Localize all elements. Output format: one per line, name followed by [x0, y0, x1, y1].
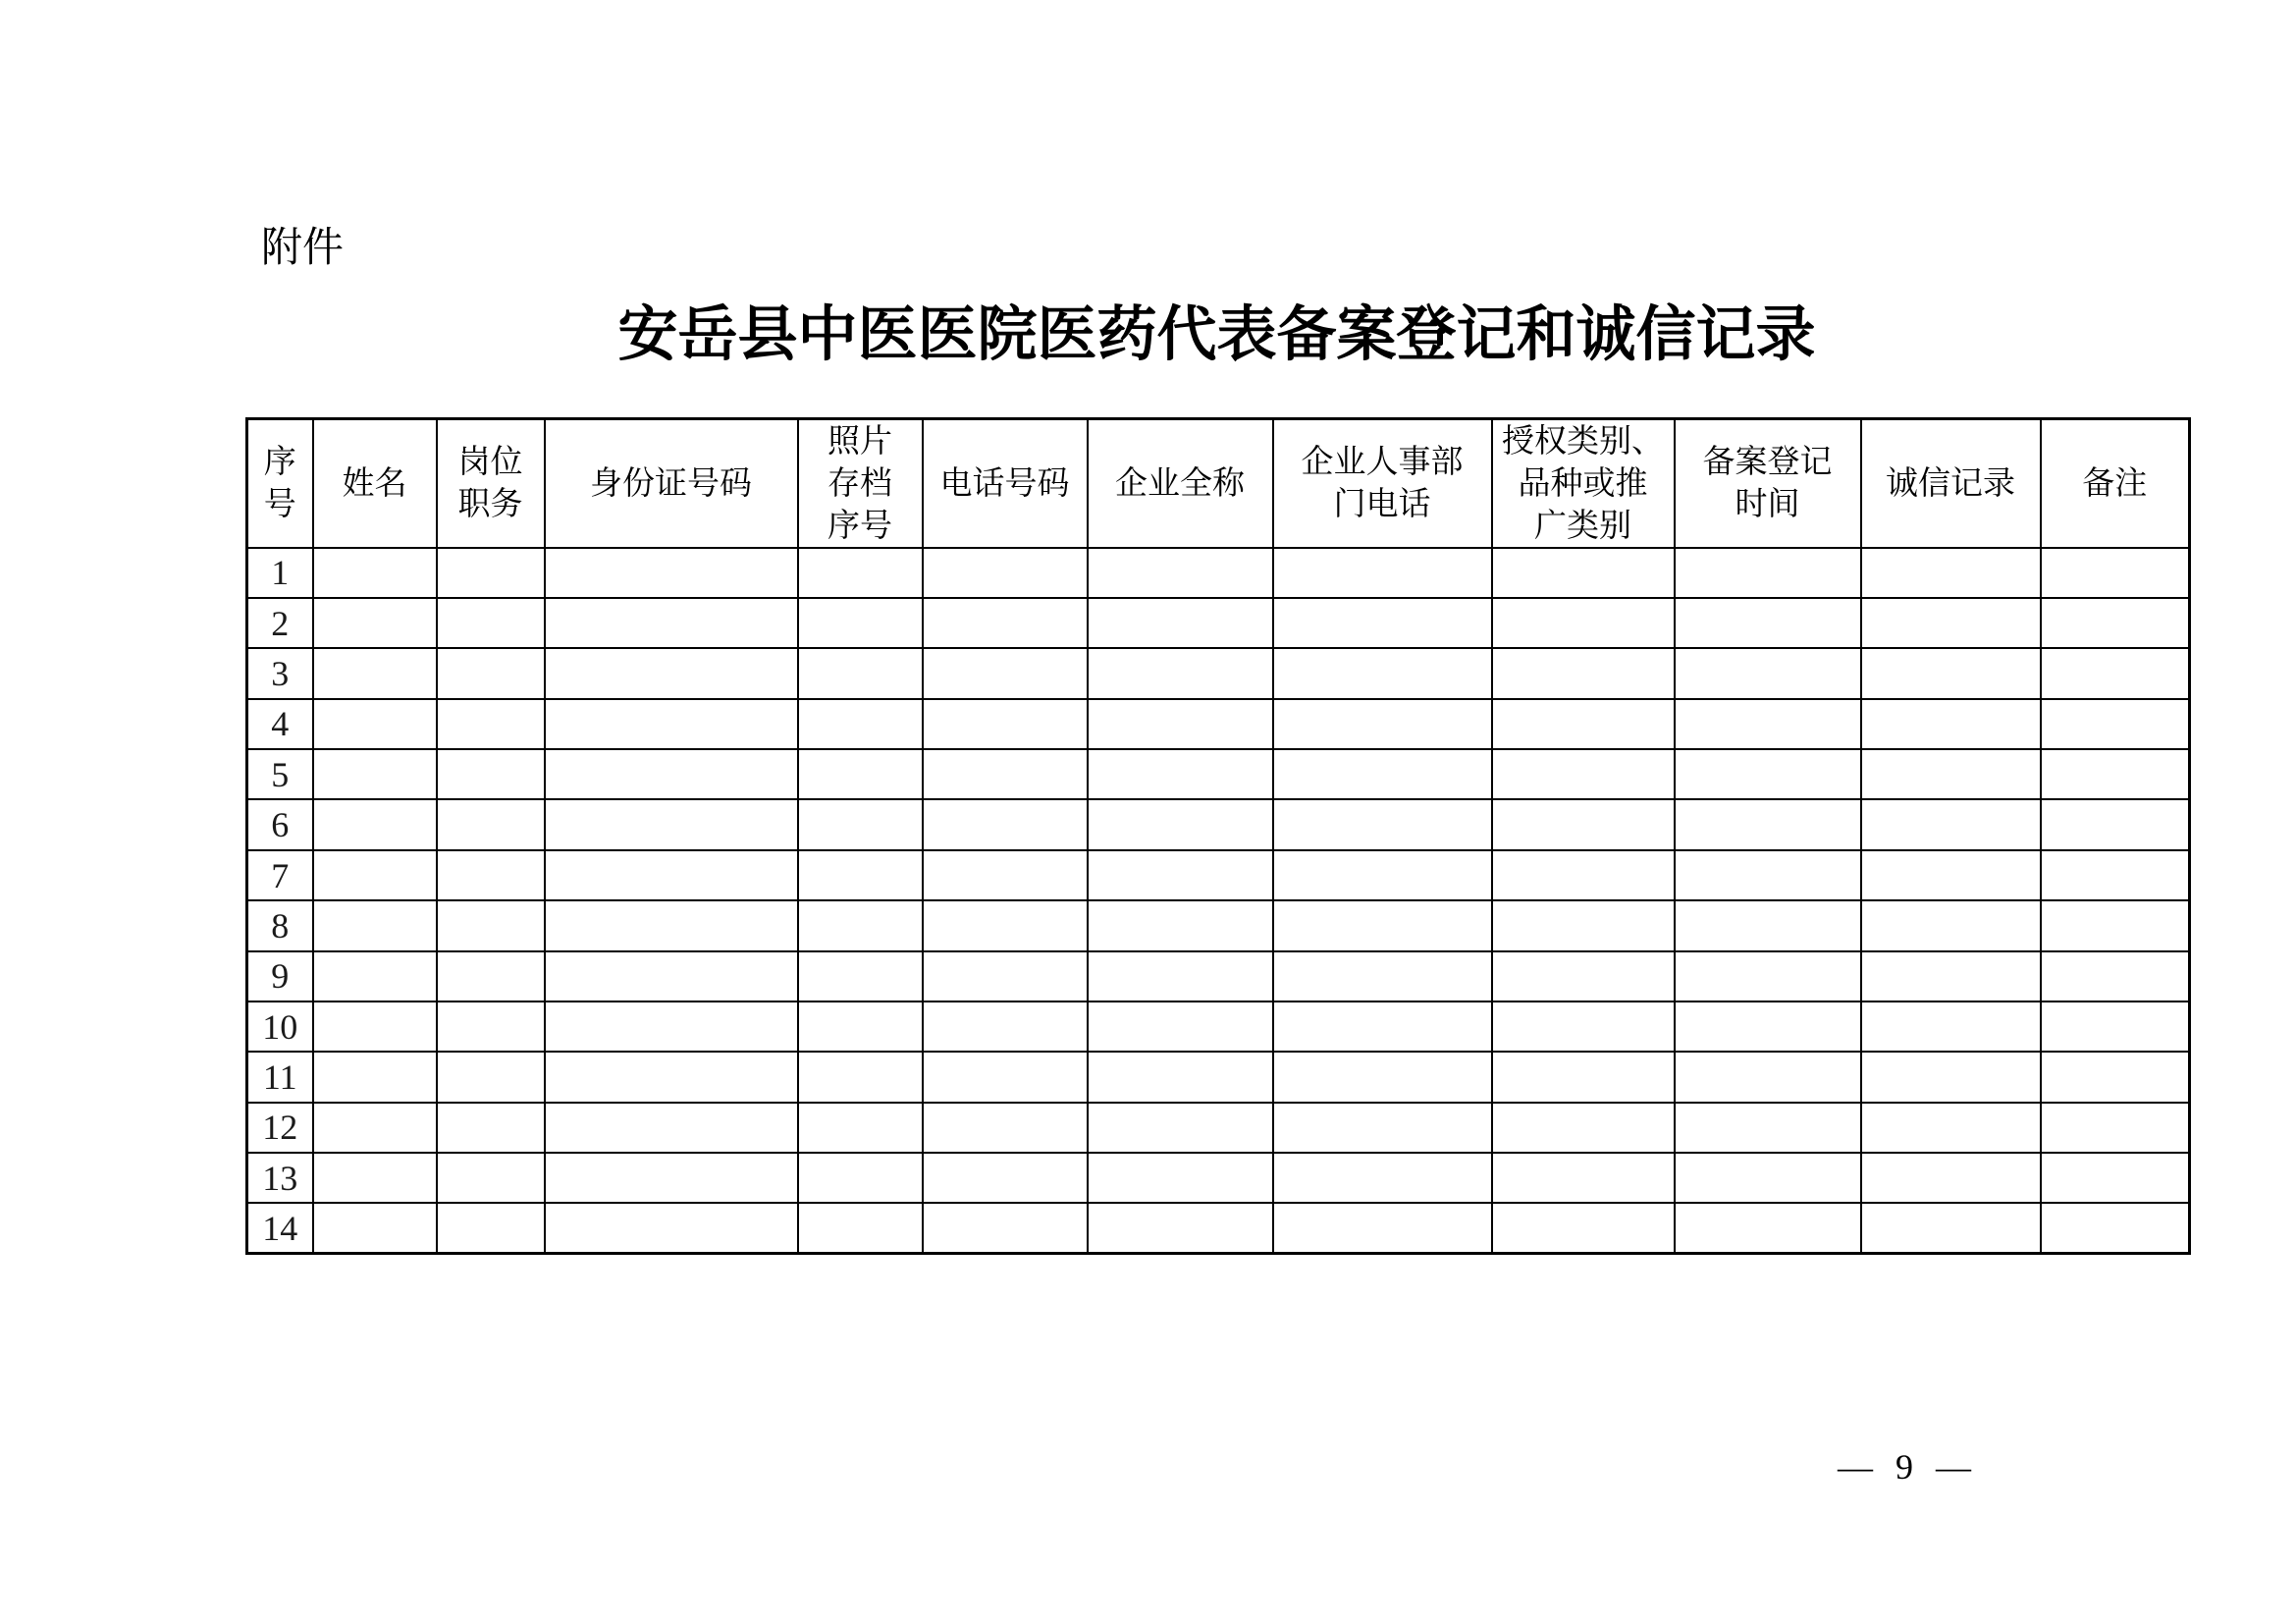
document-title: 安岳县中医医院医药代表备案登记和诚信记录 [617, 302, 1816, 368]
table-row [247, 699, 2190, 749]
empty-cell [798, 699, 923, 749]
empty-cell [923, 850, 1088, 900]
empty-cell [923, 548, 1088, 598]
row-number: 8 [247, 900, 313, 950]
row-number: 6 [247, 799, 313, 849]
table-row [247, 1001, 2190, 1052]
empty-cell [1861, 548, 2041, 598]
empty-cell [545, 1153, 798, 1203]
table-row [247, 749, 2190, 799]
row-number: 5 [247, 749, 313, 799]
empty-cell [1861, 1001, 2041, 1052]
empty-cell [923, 648, 1088, 698]
empty-cell [923, 1052, 1088, 1102]
empty-cell [1088, 1103, 1273, 1153]
empty-cell [437, 850, 545, 900]
empty-cell [1088, 1001, 1273, 1052]
empty-cell [313, 1153, 437, 1203]
empty-cell [1861, 648, 2041, 698]
empty-cell [2041, 749, 2190, 799]
empty-cell [923, 1001, 1088, 1052]
empty-cell [1492, 648, 1675, 698]
empty-cell [1675, 1103, 1861, 1153]
empty-cell [313, 548, 437, 598]
col-header-position: 岗位 职务 [437, 419, 545, 548]
empty-cell [798, 749, 923, 799]
empty-cell [545, 900, 798, 950]
table-row [247, 648, 2190, 698]
empty-cell [1273, 1001, 1492, 1052]
row-number: 3 [247, 648, 313, 698]
empty-cell [437, 548, 545, 598]
empty-cell [1088, 598, 1273, 648]
attachment-label: 附件 [261, 224, 345, 270]
col-header-company-full-name: 企业全称 [1088, 419, 1273, 548]
row-number: 10 [247, 1001, 313, 1052]
table-row [247, 1153, 2190, 1203]
empty-cell [1675, 900, 1861, 950]
empty-cell [1675, 1203, 1861, 1253]
empty-cell [437, 699, 545, 749]
col-header-photo-archive-number: 照片 存档 序号 [798, 419, 923, 548]
empty-cell [923, 699, 1088, 749]
empty-cell [545, 951, 798, 1001]
row-number: 2 [247, 598, 313, 648]
col-header-phone-number: 电话号码 [923, 419, 1088, 548]
empty-cell [923, 1203, 1088, 1253]
col-header-registration-time: 备案登记 时间 [1675, 419, 1861, 548]
empty-cell [923, 1103, 1088, 1153]
empty-cell [1675, 548, 1861, 598]
empty-cell [437, 648, 545, 698]
table-row [247, 900, 2190, 950]
empty-cell [437, 1001, 545, 1052]
table-row [247, 799, 2190, 849]
table-row [247, 1103, 2190, 1153]
empty-cell [1088, 1203, 1273, 1253]
empty-cell [1273, 749, 1492, 799]
table-header-row [247, 419, 2190, 548]
empty-cell [437, 1103, 545, 1153]
empty-cell [437, 900, 545, 950]
empty-cell [1273, 799, 1492, 849]
col-header-remarks: 备注 [2041, 419, 2190, 548]
empty-cell [1675, 1052, 1861, 1102]
empty-cell [545, 1052, 798, 1102]
empty-cell [313, 648, 437, 698]
empty-cell [2041, 598, 2190, 648]
empty-cell [437, 749, 545, 799]
empty-cell [545, 598, 798, 648]
empty-cell [313, 699, 437, 749]
empty-cell [923, 598, 1088, 648]
empty-cell [1273, 1203, 1492, 1253]
empty-cell [798, 850, 923, 900]
empty-cell [1861, 1153, 2041, 1203]
empty-cell [1675, 699, 1861, 749]
empty-cell [313, 1103, 437, 1153]
empty-cell [2041, 1203, 2190, 1253]
empty-cell [1492, 799, 1675, 849]
empty-cell [1088, 648, 1273, 698]
empty-cell [1861, 951, 2041, 1001]
col-header-company-hr-phone: 企业人事部 门电话 [1273, 419, 1492, 548]
empty-cell [1492, 951, 1675, 1001]
empty-cell [798, 799, 923, 849]
empty-cell [798, 1001, 923, 1052]
empty-cell [1861, 1103, 2041, 1153]
empty-cell [1861, 598, 2041, 648]
empty-cell [1675, 850, 1861, 900]
table-row [247, 598, 2190, 648]
table-row [247, 1203, 2190, 1253]
empty-cell [545, 1203, 798, 1253]
empty-cell [1273, 648, 1492, 698]
empty-cell [1273, 1103, 1492, 1153]
empty-cell [313, 900, 437, 950]
empty-cell [923, 900, 1088, 950]
table-row [247, 951, 2190, 1001]
empty-cell [437, 1203, 545, 1253]
empty-cell [1492, 1001, 1675, 1052]
empty-cell [437, 1052, 545, 1102]
col-header-integrity-record: 诚信记录 [1861, 419, 2041, 548]
row-number: 4 [247, 699, 313, 749]
empty-cell [798, 648, 923, 698]
empty-cell [2041, 648, 2190, 698]
empty-cell [1492, 900, 1675, 950]
page-number: — 9 — [1838, 1447, 1971, 1487]
empty-cell [313, 1203, 437, 1253]
empty-cell [1861, 699, 2041, 749]
empty-cell [2041, 900, 2190, 950]
empty-cell [1675, 1153, 1861, 1203]
empty-cell [798, 1153, 923, 1203]
empty-cell [1273, 699, 1492, 749]
col-header-id-number: 身份证号码 [545, 419, 798, 548]
empty-cell [2041, 1001, 2190, 1052]
empty-cell [545, 1103, 798, 1153]
row-number: 14 [247, 1203, 313, 1253]
col-header-name: 姓名 [313, 419, 437, 548]
empty-cell [313, 598, 437, 648]
table-row [247, 1052, 2190, 1102]
empty-cell [1492, 548, 1675, 598]
empty-cell [2041, 1052, 2190, 1102]
col-header-authorization-category: 授权类别、 品种或推 广类别 [1492, 419, 1675, 548]
empty-cell [1273, 951, 1492, 1001]
col-header-serial-number: 序 号 [247, 419, 313, 548]
empty-cell [923, 1153, 1088, 1203]
empty-cell [1088, 1052, 1273, 1102]
empty-cell [798, 548, 923, 598]
empty-cell [923, 799, 1088, 849]
empty-cell [1273, 548, 1492, 598]
empty-cell [2041, 548, 2190, 598]
empty-cell [1861, 1203, 2041, 1253]
empty-cell [545, 1001, 798, 1052]
empty-cell [313, 1052, 437, 1102]
empty-cell [1861, 799, 2041, 849]
empty-cell [437, 1153, 545, 1203]
empty-cell [1273, 1153, 1492, 1203]
empty-cell [545, 799, 798, 849]
empty-cell [923, 749, 1088, 799]
empty-cell [798, 1052, 923, 1102]
empty-cell [1492, 598, 1675, 648]
empty-cell [545, 850, 798, 900]
empty-cell [1273, 900, 1492, 950]
empty-cell [545, 699, 798, 749]
empty-cell [2041, 850, 2190, 900]
empty-cell [1675, 598, 1861, 648]
empty-cell [2041, 1103, 2190, 1153]
table-row [247, 850, 2190, 900]
table-row [247, 548, 2190, 598]
row-number: 13 [247, 1153, 313, 1203]
empty-cell [798, 900, 923, 950]
empty-cell [2041, 699, 2190, 749]
empty-cell [1492, 850, 1675, 900]
empty-cell [1492, 699, 1675, 749]
row-number: 12 [247, 1103, 313, 1153]
empty-cell [545, 548, 798, 598]
empty-cell [1861, 850, 2041, 900]
empty-cell [1273, 598, 1492, 648]
empty-cell [437, 951, 545, 1001]
empty-cell [1675, 951, 1861, 1001]
empty-cell [545, 749, 798, 799]
empty-cell [1088, 749, 1273, 799]
empty-cell [1088, 548, 1273, 598]
empty-cell [1492, 749, 1675, 799]
empty-cell [2041, 799, 2190, 849]
empty-cell [1675, 799, 1861, 849]
empty-cell [1675, 749, 1861, 799]
empty-cell [1273, 1052, 1492, 1102]
empty-cell [545, 648, 798, 698]
empty-cell [2041, 951, 2190, 1001]
empty-cell [1492, 1103, 1675, 1153]
empty-cell [1492, 1052, 1675, 1102]
empty-cell [1492, 1203, 1675, 1253]
empty-cell [1861, 900, 2041, 950]
empty-cell [1675, 648, 1861, 698]
empty-cell [798, 951, 923, 1001]
empty-cell [437, 598, 545, 648]
empty-cell [798, 1103, 923, 1153]
empty-cell [1675, 1001, 1861, 1052]
empty-cell [437, 799, 545, 849]
row-number: 1 [247, 548, 313, 598]
empty-cell [1492, 1153, 1675, 1203]
empty-cell [313, 951, 437, 1001]
empty-cell [1088, 850, 1273, 900]
row-number: 7 [247, 850, 313, 900]
empty-cell [1088, 799, 1273, 849]
empty-cell [798, 1203, 923, 1253]
empty-cell [923, 951, 1088, 1001]
empty-cell [1088, 900, 1273, 950]
empty-cell [798, 598, 923, 648]
empty-cell [2041, 1153, 2190, 1203]
empty-cell [1088, 1153, 1273, 1203]
empty-cell [1861, 1052, 2041, 1102]
empty-cell [1088, 699, 1273, 749]
row-number: 11 [247, 1052, 313, 1102]
empty-cell [313, 1001, 437, 1052]
empty-cell [1273, 850, 1492, 900]
empty-cell [313, 799, 437, 849]
empty-cell [313, 850, 437, 900]
empty-cell [313, 749, 437, 799]
empty-cell [1088, 951, 1273, 1001]
empty-cell [1861, 749, 2041, 799]
row-number: 9 [247, 951, 313, 1001]
registration-table [245, 417, 2191, 1255]
